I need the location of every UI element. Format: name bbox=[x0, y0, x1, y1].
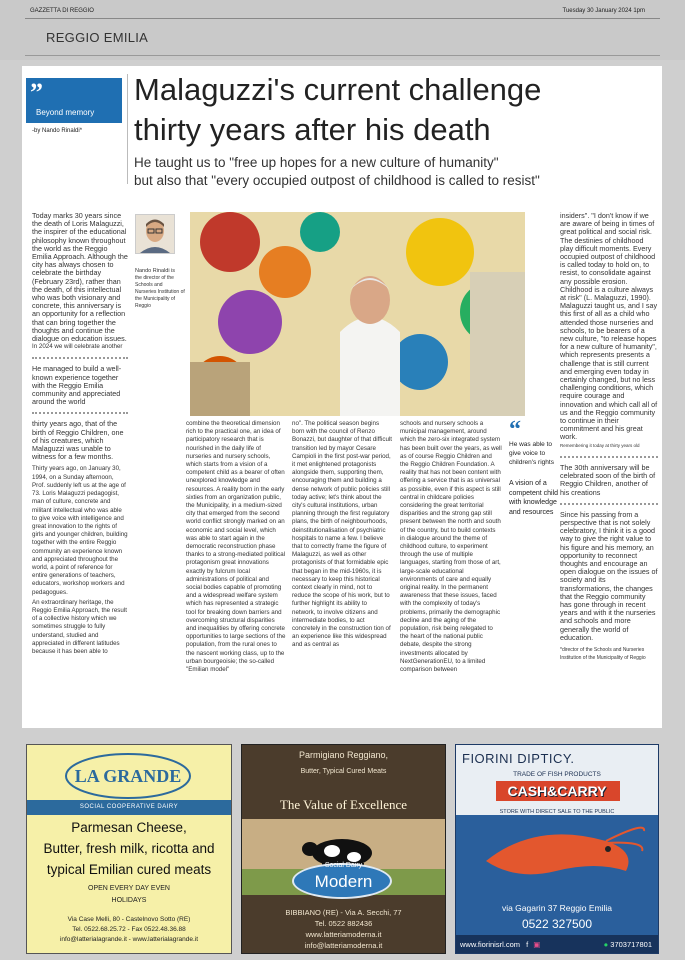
ad2-title-1: Parmigiano Reggiano, bbox=[298, 750, 389, 760]
ad-latteria-moderna bbox=[241, 744, 446, 954]
headline-divider bbox=[127, 74, 128, 184]
section-rule bbox=[25, 55, 660, 56]
column-4 bbox=[400, 420, 502, 722]
ad3-mobile-wrap bbox=[604, 935, 652, 954]
col1-para-2: In 2024 we will celebrate another bbox=[32, 343, 123, 351]
kicker: Beyond memory bbox=[36, 108, 95, 117]
ad3-store: STORE WITH DIRECT SALE TO THE PUBLIC bbox=[499, 809, 615, 815]
ad2-social-dairy: Social Dairy bbox=[324, 862, 363, 869]
ad3-mobile: 3703717801 bbox=[610, 940, 652, 949]
ad1-open-1: OPEN EVERY DAY EVEN bbox=[88, 885, 170, 892]
page-header bbox=[0, 0, 685, 60]
col5-text: insiders". "I don't know if we are aware of being in times of great political and social risk. The destinies of childhood play difficult moments. Every occupied outpost of childhood is called today to hold on, to resist, to consolidate against any possible erosion. Childhood is a culture always at risk" (L. Malaguzzi, 1990). Malaguzzi taught us, and I say this first of all as a child who attended those nurseries and schools, to be bearers of a new culture, "to release hopes for a new culture of humanity", which represents presents a challenge that is still current and emerging even today in certainly changed, but no less challenging conditions, which require courage and innovation and which call all of us and the Reggio community to continue in their commitment and his great work. bbox=[560, 212, 658, 442]
col4-text: schools and nursery schools a municipal management, around which the zero-six integrated system has been built over the years, as well as of course Reggio Children and the Reggio Children Foundation. A reality that has not been content with offering a service that is as universal as possible, even if this aspect is still central in childcare policies considering the great territorial disparities and the strong gap still present between the north and south of the country, but to build contexts in dialogue around the theme of childhood culture, to experiment through the use of multiple languages, starting from those of art, large-scale educational environments of care and equally original reality. In the permanent awareness that these issues, faced with the complexity of today's problems, primarily the demographic decline and the aging of the population, risk being relegated to the heart of the national public debate, despite the strong investments allocated by NextGenerationEU, to a limited comparison between bbox=[400, 420, 502, 674]
dotted-rule bbox=[560, 456, 658, 458]
ad1-hours bbox=[27, 883, 231, 907]
col3-text: no". The political season begins born with the council of Renzo Bonazzi, but daughter of that difficult transition led by mayor Cesare Campioli in the first post-war period, it met enlightened protagonists alongside them, supporting them, encouraging them and building a dense network of public policies still today active; let's think about the city's cultural institutions, urban planning through the first regulatory plans, the birth of neighbourhoods, deinstitutionalisation of psychiatric hospitals to name a few. I believe that to correctly frame the figure of Malaguzzi, as well as other protagonists of that formidable epic that began in the mid-1960s, it is necessary to keep this historical context clearly in mind, not to reduce the scope of his work, but to further highlight its ability to network, to involve citizens and intermediate bodies, to act concretely in the construction tion of an experience like this widespread and as central as bbox=[292, 420, 392, 649]
col5-text-2: Since his passing from a perspective that is not solely celebratory, I think it is a good way to give the right value to his figure and his memory, an opportunity to reconnect thoughts and encourage an open dialogue on the issues of society and its transformations, the changes that the Reggio community has gone through in recent years and with it the nurseries and schools and more generally the world of education. bbox=[560, 509, 658, 642]
col1-para-1: Today marks 30 years since the death of Loris Malaguzzi, the inspirer of the educational philosophy known throughout the world as the Reggio Emilia Approach. Although the city has always chosen to celebrate the birthday (February 23rd), rather than the death, of this intellectual who was both visionary and concrete, this anniversary is an opportunity for a reflection that can bring together the thoughts and continue the dialogue on education issues. bbox=[32, 212, 128, 344]
ad-la-grande bbox=[26, 744, 232, 954]
ad3-title: FIORINI DIPTICY. bbox=[462, 751, 575, 766]
instagram-icon: ▣ bbox=[533, 940, 541, 949]
ad2-address: BIBBIANO (RE) - Via A. Secchi, 77 bbox=[285, 908, 402, 917]
ad1-products bbox=[27, 817, 231, 880]
col5-callout: The 30th anniversary will be celebrated soon of the birth of Reggio Children, another of his creations bbox=[560, 462, 656, 497]
la-grande-wordmark: LA GRANDE bbox=[74, 766, 182, 786]
quote-icon: ” bbox=[30, 78, 43, 107]
dotted-rule bbox=[32, 412, 128, 414]
caption-name: Nando Rinaldi is bbox=[135, 268, 176, 274]
ad-fiorini bbox=[455, 744, 659, 954]
ads-row bbox=[0, 740, 685, 960]
column-2 bbox=[186, 420, 286, 722]
ad3-web: www.fiorinisrl.com bbox=[460, 940, 521, 949]
col2-text: combine the theoretical dimension rich to the practical one, an idea of participatory research that is nourished in the daily life of nurseries and nursery schools, which starts from a vision of a competent child as a bearer of often unexplored knowledge and resources. A reality born in the early sixties from an organization public, the Municipality, in a medium-sized city that emerged from the second world conflict strongly marked on an economic and social level, which was able to start again in the democratic reconstruction phase thanks to a strong-mediated political protagonism great innovations exactly by fulcrum local administrations of political and social bodies capable of promoting and a widespread welfare system which has represented a strategic tool for breaking down barriers and overcoming structural disparities and inequalities by offering concrete opportunities to large sections of the population, from the rural ones to the nascent working class, up to the urban bourgeoisie; the so-called "Emilian model" bbox=[186, 420, 286, 674]
issue-date: Tuesday 30 January 2024 1pm bbox=[562, 8, 645, 14]
ad2-contacts bbox=[242, 907, 445, 951]
ad2-tel: Tel. 0522 882436 bbox=[314, 919, 373, 928]
pull-box-text: A vision of a competent child with knowledge and resources bbox=[509, 480, 559, 516]
column-5 bbox=[560, 212, 658, 722]
column-1 bbox=[32, 212, 128, 722]
col5-small: Remembering it today at thirty years old bbox=[560, 442, 640, 448]
col1-para-3: thirty years ago, that of the birth of Reggio Children, one of his creatures, which Malaguzzi was unable to witness for a few months. bbox=[32, 419, 124, 462]
subhead-line-2: but also that "every occupied outpost of childhood is called to resist" bbox=[134, 173, 540, 188]
caption-role: the director of the Schools and Nurseries Institution of the Municipality of Reggio bbox=[135, 275, 185, 309]
section-title: REGGIO EMILIA bbox=[46, 30, 149, 45]
pull-quote bbox=[509, 417, 565, 517]
ad3-phone: 0522 327500 bbox=[521, 917, 593, 931]
ad1-line-3: typical Emilian cured meats bbox=[46, 862, 212, 877]
shrimp-image bbox=[476, 821, 646, 887]
ad1-addr-1: Via Case Melli, 80 - Castelnovo Sotto (RE) bbox=[67, 916, 191, 923]
portrait-caption bbox=[135, 268, 185, 310]
quote-mark-icon: “ bbox=[509, 417, 521, 443]
ad3-cash-carry: CASH&CARRY bbox=[507, 783, 607, 799]
ad1-addr-2: Tel. 0522.68.25.72 - Fax 0522.48.36.88 bbox=[72, 926, 186, 933]
dotted-rule bbox=[32, 357, 128, 359]
subhead-line-1: He taught us to "free up hopes for a new culture of humanity" bbox=[134, 155, 499, 170]
article bbox=[22, 66, 662, 728]
header-rule bbox=[25, 18, 660, 19]
ad2-slogan: The Value of Excellence bbox=[279, 797, 408, 812]
headline-line-1: Malaguzzi's current challenge bbox=[134, 72, 542, 107]
ad2-brand: Modern bbox=[314, 872, 373, 891]
ad1-address bbox=[27, 915, 231, 945]
ad3-footer bbox=[456, 935, 658, 954]
main-photo bbox=[190, 212, 525, 416]
col1-para-4: Thirty years ago, on January 30, 1994, on a Sunday afternoon, Prof. suddenly left us at the age of 73. Loris Malaguzzi pedagogist, man of culture, concrete and militant intellectual who was able to give voice with intelligence and great innovation to the rights of girls and younger children, building together with the entire Reggio community an experience known and appreciated throughout the world, a point of reference for entire generations of teachers, educators, workshop workers and pedagogues. bbox=[32, 465, 128, 596]
pull-quote-text: He was able to give voice to children's rights bbox=[509, 441, 554, 466]
subheadline bbox=[134, 154, 654, 190]
ad1-line-2: Butter, fresh milk, ricotta and bbox=[43, 841, 215, 856]
facebook-icon: f bbox=[526, 940, 529, 949]
ad1-addr-3: info@latterialagrande.it - www.latterialagrande.it bbox=[59, 936, 199, 943]
column-3 bbox=[292, 420, 392, 722]
author-portrait bbox=[135, 214, 175, 254]
col1-callout: He managed to build a well-known experience together with the Reggio Emilia community and appreciated around the world bbox=[32, 364, 122, 407]
ad1-line-1: Parmesan Cheese, bbox=[71, 820, 187, 835]
ad2-web: www.latteriamoderna.it bbox=[305, 930, 382, 939]
la-grande-logo bbox=[63, 751, 193, 801]
col5-footnote: *director of the Schools and Nurseries Institution of the Municipality of Reggio bbox=[560, 646, 646, 662]
ad1-band: SOCIAL COOPERATIVE DAIRY bbox=[27, 800, 231, 815]
ad3-address: via Gagarin 37 Reggio Emilia bbox=[501, 903, 613, 913]
headline-line-2: thirty years after his death bbox=[134, 112, 491, 147]
masthead: GAZZETTA DI REGGIO bbox=[30, 8, 94, 14]
byline: -by Nando Rinaldi* bbox=[32, 128, 83, 134]
ad2-mail: info@latteriamoderna.it bbox=[304, 941, 383, 950]
ad2-title-2: Butter, Typical Cured Meats bbox=[300, 768, 387, 775]
kicker-box bbox=[26, 78, 122, 123]
ad1-open-2: HOLIDAYS bbox=[111, 897, 147, 904]
whatsapp-icon: ● bbox=[603, 940, 609, 949]
col1-para-5: An extraordinary heritage, the Reggio Emilia Approach, the result of a collective history which we sometimes struggle to fully understand, studied and appreciated in different latitudes because it has been able to bbox=[32, 598, 127, 655]
headline bbox=[134, 70, 654, 150]
dotted-rule bbox=[560, 503, 658, 505]
ad3-subtitle: TRADE OF FISH PRODUCTS bbox=[513, 771, 601, 778]
